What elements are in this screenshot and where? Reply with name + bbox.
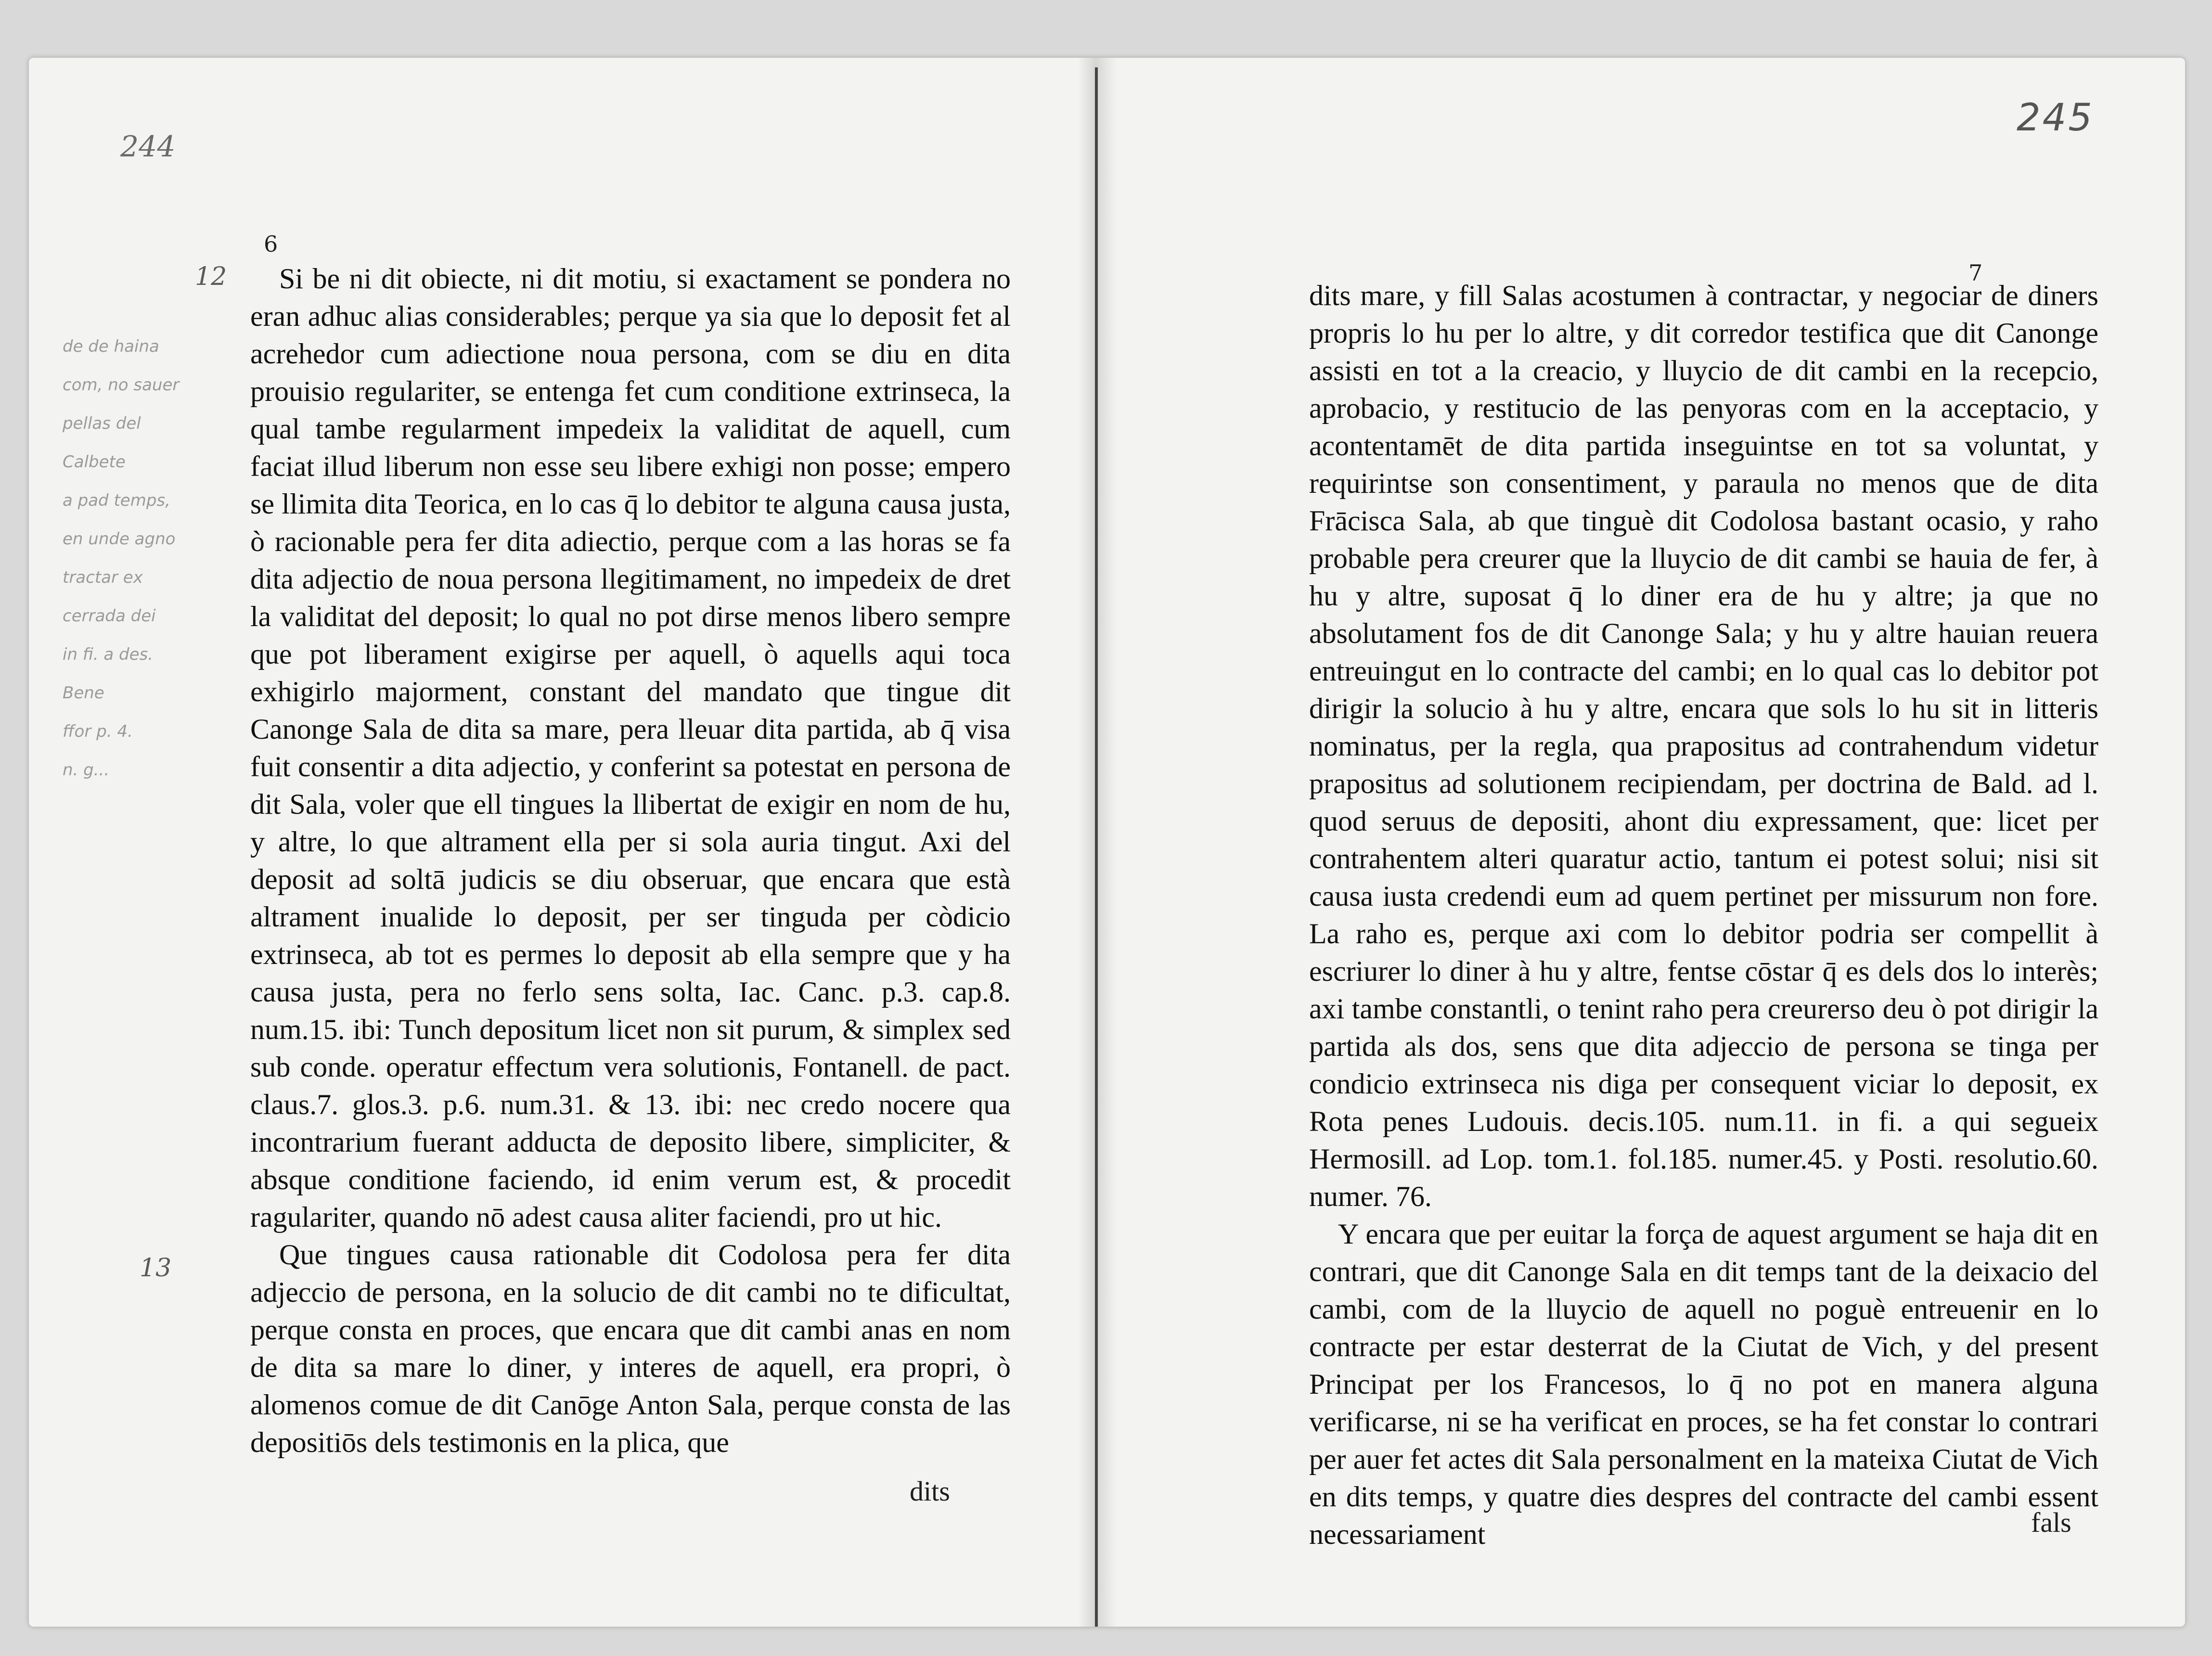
left-paragraph-2: Que tingues causa rationable dit Codolosa pera fer dita adjeccio de persona, en la solucio de dit cambi no te dificultat, perque consta en proces, que encara que dit cambi anas en nom de dita sa mare lo diner, y interes de aquell, era propri, ò alomenos comue de dit Canōge Anton Sala, perque consta de las depositiōs dels testimonis en la plica, que (250, 1239, 1011, 1458)
margin-annotation-line: ffor p. 4. (63, 722, 133, 741)
margin-annotation-line: de de haina (63, 337, 159, 356)
folio-number: 245 (2017, 96, 2094, 140)
right-paragraph-1: dits mare, y fill Salas acostumen à contractar, y negociar de diners propris lo hu per lo altre, y dit corredor testifica que dit Canonge assisti en tot a la creacio, y lluycio de dit cambi en la recepcio, aprobacio, y restitucio de las penyoras com en la acceptacio, y acontentamēt de dita partida inseguintse en tot sa voluntat, y requirintse son consentiment, y paraula no menos que de dita Frācisca Sala, ab que tinguè dit Codolosa bastant ocasio, y raho probable pera creurer que la lluycio de dit cambi se hauia de fer, à hu y altre, suposat q̄ lo diner era de hu y altre; ja que no absolutament fos de dit Canonge Sala; y hu y altre hauian reuera entreuingut en lo contracte del cambi; en lo qual cas lo debitor pot dirigir la solucio à hu y altre, encara que sols lo hu sit in litteris nominatus, per la regla, qua prapositus ad contrahendum videtur prapositus ad solutionem recipiendam, per doctrina de Bald. ad l. quod seruus de depositi, ahont diu expressament, que: licet per contrahentem alteri quaratur actio, tantum ei potest solui; nisi sit causa iusta credendi eum ad quem pertinet per missurum non fore. La raho es, perque axi com lo debitor podria ser compellit à escriurer lo diner à hu y altre, fentse cōstar q̄ es dels dos lo interès; axi tambe constantli, o tenint raho pera creurerso deu ò pot dirigir la partida als dos, sens que dita adjeccio de persona se tinga per condicio extrinseca nis diga per consequent viciar lo deposit, ex Rota penes Ludouis. decis.105. num.11. in fi. a qui segueix Hermosill. ad Lop. tom.1. fol.185. numer.45. y Posti. resolutio.60. numer. 76. (1309, 280, 2098, 1212)
margin-annotation-line: com, no sauer (63, 375, 180, 395)
margin-annotation-line: en unde agno (63, 529, 176, 549)
left-paragraph-1: Si be ni dit obiecte, ni dit motiu, si exactament se pondera no eran adhuc alias considerables; perque ya sia que lo deposit fet al acrehedor cum adiectione noua persona, com se diu en dita prouisio regulariter, se entenga fet cum conditione extrinseca, la qual tambe regularment impedeix la validitat de aquell, cum faciat illud liberum non esse seu libere exhigi non posse; empero se llimita dita Teorica, en lo cas q̄ lo debitor te alguna causa justa, ò racionable pera fer dita adiectio, perque com a las horas se fa dita adjectio de noua persona llegitimament, no impedeix de dret la validitat del deposit; lo qual no pot dirse menos libero sempre que pot liberament exigirse per aquell, ò aquells aqui toca exhigirlo majorment, constant del mandato que tingue dit Canonge Sala de dita sa mare, pera lleuar dita partida, ab q̄ visa fuit consentir a dita adjectio, y conferint sa potestat en persona de dit Sala, voler que ell tingues la llibertat de exigir en nom de hu, y altre, lo que altrament ella per si sola auria tingut. Axi del deposit ad soltā judicis se diu obseruar, que encara que està altrament inualide lo deposit, per ser tinguda per còdicio extrinseca, ab tot es permes lo deposit ab ella sempre que y ha causa justa, pera no ferlo sens solta, Iac. Canc. p.3. cap.8. num.15. ibi: Tunch depositum licet non sit purum, & simplex sed sub conde. operatur effectum vera solutionis, Fontanell. de pact. claus.7. glos.3. p.6. num.31. & 13. ibi: nec credo nocere qua incontrarium fuerant adducta de deposito libere, simpliciter, & absque conditione faciendo, id enim verum est, & procedit ragulariter, quando nō adest causa aliter faciendi, pro ut hic. (250, 263, 1011, 1233)
margin-annotation-line: in fi. a des. (63, 645, 154, 664)
margin-number-13: 13 (140, 1254, 172, 1283)
margin-annotation-line: a pad temps, (63, 491, 170, 510)
margin-annotation-line: pellas del Calbete (63, 414, 141, 472)
page-number-right: 7 (1968, 260, 1983, 286)
right-page (1117, 58, 2185, 1627)
book-gutter (1095, 67, 1098, 1627)
catchword-left: dits (910, 1476, 950, 1507)
margin-annotation-line: tractar ex (63, 568, 143, 587)
right-paragraph-2: Y encara que per euitar la força de aquest argument se haja dit en contrari, que dit Canonge Sala en dit temps tant de la deixacio del cambi, com de la lluycio de aquell no poguè entreuenir en lo contracte per estar desterrat de la Ciutat de Vich, y del present Principat per los Francesos, lo q̄ no pot en manera alguna verificarse, ni se ha verificat en proces, se ha fet constar lo contrari per auer fet actes dit Sala personalment en la mateixa Ciutat de Vich en dits temps, y quatre dies despres del contracte del cambi essent necessariament (1309, 1218, 2098, 1550)
catchword-right: fals (2031, 1507, 2071, 1538)
margin-number-12: 12 (195, 262, 227, 291)
left-page (29, 58, 1097, 1627)
margin-annotation-line: Bene (63, 683, 104, 703)
page-number-left: 6 (264, 231, 278, 257)
corner-mark: 244 (120, 130, 176, 164)
right-page-text (1309, 277, 2098, 1553)
left-page-text (250, 260, 1011, 1461)
book-spread (29, 58, 2185, 1627)
margin-annotation-line: cerrada dei (63, 606, 156, 626)
margin-annotation-line: n. g... (63, 760, 110, 780)
margin-annotation (63, 327, 183, 789)
